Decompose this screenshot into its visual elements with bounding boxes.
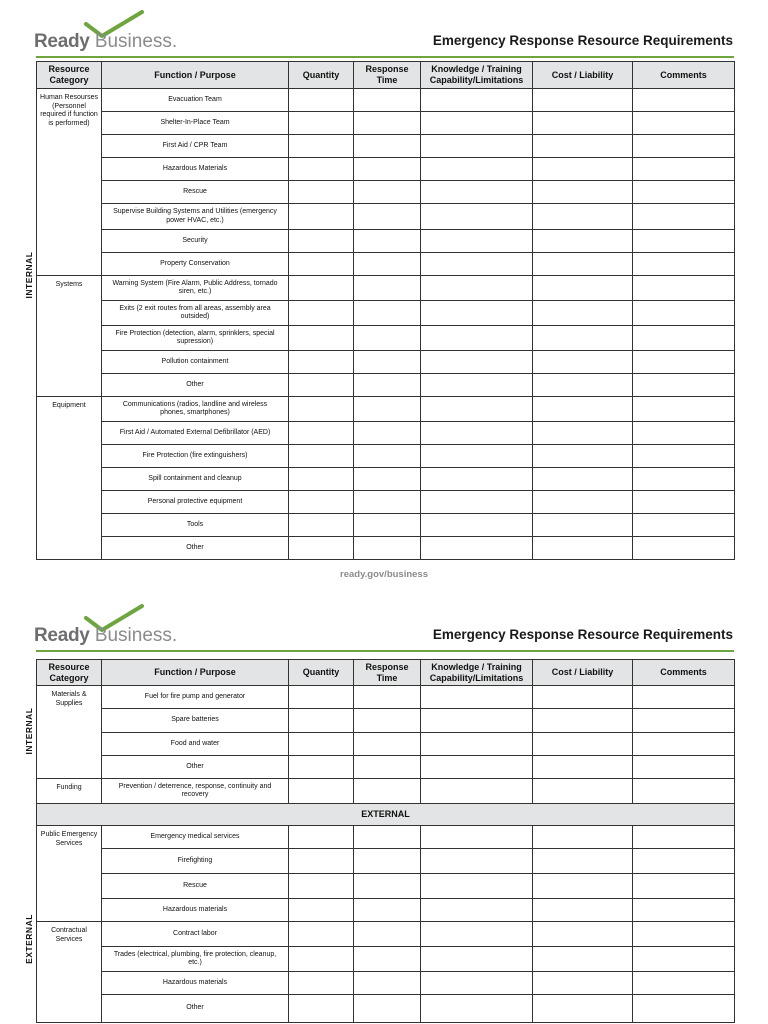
comments-cell[interactable] (633, 899, 735, 922)
comments-cell[interactable] (633, 826, 735, 849)
function-trades-electrical-plumbing-fire-protecti: Trades (electrical, plumbing, fire protection, cleanup, etc.) (102, 947, 289, 972)
cost-cell[interactable] (533, 276, 633, 301)
knowledge-cell[interactable] (421, 972, 533, 995)
response-time-cell[interactable] (354, 826, 421, 849)
function-food-and-water: Food and water (102, 733, 289, 756)
knowledge-cell[interactable] (421, 276, 533, 301)
table-row (37, 537, 735, 560)
table-row (37, 445, 735, 468)
function-shelter-in-place-team: Shelter-In-Place Team (102, 112, 289, 135)
logo-business-text: Business. (94, 625, 178, 646)
quantity-cell[interactable] (289, 491, 354, 514)
quantity-cell[interactable] (289, 537, 354, 560)
knowledge-cell[interactable] (421, 135, 533, 158)
table-row (37, 397, 735, 422)
response-time-cell[interactable] (354, 779, 421, 804)
knowledge-cell[interactable] (421, 89, 533, 112)
table-row (37, 756, 735, 779)
comments-cell[interactable] (633, 537, 735, 560)
cost-cell[interactable] (533, 874, 633, 899)
quantity-cell[interactable] (289, 204, 354, 230)
knowledge-cell[interactable] (421, 374, 533, 397)
table-row (37, 922, 735, 947)
comments-cell[interactable] (633, 514, 735, 537)
cost-cell[interactable] (533, 947, 633, 972)
function-communications-radios-landline-and-wirel: Communications (radios, landline and wireless phones, smartphones) (102, 397, 289, 422)
knowledge-cell[interactable] (421, 326, 533, 351)
table-row (37, 276, 735, 301)
comments-cell[interactable] (633, 733, 735, 756)
function-rescue: Rescue (102, 181, 289, 204)
col-header-comments: Comments (633, 660, 735, 686)
cost-cell[interactable] (533, 230, 633, 253)
quantity-cell[interactable] (289, 351, 354, 374)
section-label-external: EXTERNAL (37, 804, 735, 826)
quantity-cell[interactable] (289, 422, 354, 445)
function-hazardous-materials: Hazardous Materials (102, 158, 289, 181)
knowledge-cell[interactable] (421, 230, 533, 253)
response-time-cell[interactable] (354, 204, 421, 230)
comments-cell[interactable] (633, 301, 735, 326)
comments-cell[interactable] (633, 779, 735, 804)
function-first-aid-cpr-team: First Aid / CPR Team (102, 135, 289, 158)
table-row (37, 158, 735, 181)
col-header-comments: Comments (633, 62, 735, 89)
cost-cell[interactable] (533, 537, 633, 560)
side-label-external: EXTERNAL (24, 914, 34, 964)
comments-cell[interactable] (633, 686, 735, 709)
quantity-cell[interactable] (289, 899, 354, 922)
resource-table-internal (36, 61, 735, 560)
table-row (37, 181, 735, 204)
ready-business-logo (34, 604, 234, 650)
table-header-row (37, 62, 735, 89)
comments-cell[interactable] (633, 135, 735, 158)
table-row (37, 301, 735, 326)
knowledge-cell[interactable] (421, 253, 533, 276)
cost-cell[interactable] (533, 204, 633, 230)
resource-category-public-emergency-services: Public Emergency Services (37, 826, 102, 922)
comments-cell[interactable] (633, 709, 735, 733)
cost-cell[interactable] (533, 756, 633, 779)
comments-cell[interactable] (633, 972, 735, 995)
quantity-cell[interactable] (289, 733, 354, 756)
response-time-cell[interactable] (354, 756, 421, 779)
quantity-cell[interactable] (289, 445, 354, 468)
knowledge-cell[interactable] (421, 301, 533, 326)
quantity-cell[interactable] (289, 181, 354, 204)
cost-cell[interactable] (533, 422, 633, 445)
cost-cell[interactable] (533, 514, 633, 537)
quantity-cell[interactable] (289, 947, 354, 972)
quantity-cell[interactable] (289, 468, 354, 491)
comments-cell[interactable] (633, 445, 735, 468)
knowledge-cell[interactable] (421, 181, 533, 204)
quantity-cell[interactable] (289, 849, 354, 874)
function-exits-2-exit-routes-from-all-areas-assem: Exits (2 exit routes from all areas, assembly area outsided) (102, 301, 289, 326)
page-header (0, 594, 768, 654)
quantity-cell[interactable] (289, 922, 354, 947)
knowledge-cell[interactable] (421, 922, 533, 947)
knowledge-cell[interactable] (421, 514, 533, 537)
resource-table-continued (36, 659, 735, 1023)
comments-cell[interactable] (633, 230, 735, 253)
cost-cell[interactable] (533, 491, 633, 514)
function-pollution-containment: Pollution containment (102, 351, 289, 374)
table-row (37, 491, 735, 514)
cost-cell[interactable] (533, 922, 633, 947)
quantity-cell[interactable] (289, 756, 354, 779)
function-emergency-medical-services: Emergency medical services (102, 826, 289, 849)
col-header-resource-category: Resource Category (37, 660, 102, 686)
table-header-row (37, 660, 735, 686)
comments-cell[interactable] (633, 995, 735, 1023)
knowledge-cell[interactable] (421, 537, 533, 560)
quantity-cell[interactable] (289, 135, 354, 158)
quantity-cell[interactable] (289, 253, 354, 276)
response-time-cell[interactable] (354, 230, 421, 253)
response-time-cell[interactable] (354, 326, 421, 351)
resource-category-systems: Systems (37, 276, 102, 397)
cost-cell[interactable] (533, 709, 633, 733)
table-row (37, 253, 735, 276)
response-time-cell[interactable] (354, 445, 421, 468)
col-header-resource-category: Resource Category (37, 62, 102, 89)
comments-cell[interactable] (633, 422, 735, 445)
table-row (37, 733, 735, 756)
response-time-cell[interactable] (354, 422, 421, 445)
cost-cell[interactable] (533, 158, 633, 181)
knowledge-cell[interactable] (421, 733, 533, 756)
function-tools: Tools (102, 514, 289, 537)
cost-cell[interactable] (533, 445, 633, 468)
knowledge-cell[interactable] (421, 874, 533, 899)
table-row (37, 374, 735, 397)
function-property-conservation: Property Conservation (102, 253, 289, 276)
table-row (37, 947, 735, 972)
knowledge-cell[interactable] (421, 445, 533, 468)
table-row (37, 514, 735, 537)
table-row (37, 204, 735, 230)
cost-cell[interactable] (533, 972, 633, 995)
quantity-cell[interactable] (289, 89, 354, 112)
resource-category-contractual-services: Contractual Services (37, 922, 102, 1023)
cost-cell[interactable] (533, 733, 633, 756)
knowledge-cell[interactable] (421, 709, 533, 733)
quantity-cell[interactable] (289, 230, 354, 253)
cost-cell[interactable] (533, 779, 633, 804)
quantity-cell[interactable] (289, 972, 354, 995)
function-other: Other (102, 374, 289, 397)
comments-cell[interactable] (633, 874, 735, 899)
cost-cell[interactable] (533, 849, 633, 874)
resource-category-funding: Funding (37, 779, 102, 804)
response-time-cell[interactable] (354, 135, 421, 158)
knowledge-cell[interactable] (421, 422, 533, 445)
response-time-cell[interactable] (354, 922, 421, 947)
table-row (37, 351, 735, 374)
comments-cell[interactable] (633, 947, 735, 972)
quantity-cell[interactable] (289, 326, 354, 351)
table-row (37, 874, 735, 899)
cost-cell[interactable] (533, 468, 633, 491)
response-time-cell[interactable] (354, 947, 421, 972)
function-hazardous-materials: Hazardous materials (102, 972, 289, 995)
comments-cell[interactable] (633, 326, 735, 351)
knowledge-cell[interactable] (421, 995, 533, 1023)
response-time-cell[interactable] (354, 874, 421, 899)
logo-business-text: Business. (94, 31, 178, 52)
table-row (37, 849, 735, 874)
function-other: Other (102, 756, 289, 779)
knowledge-cell[interactable] (421, 112, 533, 135)
table-row (37, 899, 735, 922)
response-time-cell[interactable] (354, 89, 421, 112)
quantity-cell[interactable] (289, 514, 354, 537)
table-row (37, 995, 735, 1023)
col-header-response-time: Response Time (354, 660, 421, 686)
side-label-internal: INTERNAL (24, 251, 34, 299)
response-time-cell[interactable] (354, 899, 421, 922)
comments-cell[interactable] (633, 158, 735, 181)
logo-ready-text: Ready (34, 31, 90, 52)
response-time-cell[interactable] (354, 849, 421, 874)
response-time-cell[interactable] (354, 468, 421, 491)
comments-cell[interactable] (633, 112, 735, 135)
function-fuel-for-fire-pump-and-generator: Fuel for fire pump and generator (102, 686, 289, 709)
col-header-response-time: Response Time (354, 62, 421, 89)
quantity-cell[interactable] (289, 301, 354, 326)
cost-cell[interactable] (533, 135, 633, 158)
comments-cell[interactable] (633, 181, 735, 204)
quantity-cell[interactable] (289, 995, 354, 1023)
comments-cell[interactable] (633, 89, 735, 112)
function-other: Other (102, 995, 289, 1023)
quantity-cell[interactable] (289, 709, 354, 733)
response-time-cell[interactable] (354, 301, 421, 326)
table-row (37, 468, 735, 491)
cost-cell[interactable] (533, 826, 633, 849)
col-header-quantity: Quantity (289, 660, 354, 686)
knowledge-cell[interactable] (421, 158, 533, 181)
response-time-cell[interactable] (354, 112, 421, 135)
response-time-cell[interactable] (354, 514, 421, 537)
cost-cell[interactable] (533, 686, 633, 709)
response-time-cell[interactable] (354, 491, 421, 514)
quantity-cell[interactable] (289, 112, 354, 135)
function-supervise-building-systems-and-utilities: Supervise Building Systems and Utilities (emergency power HVAC, etc.) (102, 204, 289, 230)
knowledge-cell[interactable] (421, 397, 533, 422)
comments-cell[interactable] (633, 922, 735, 947)
function-prevention-deterrence-response-continuit: Prevention / deterrence, response, continuity and recovery (102, 779, 289, 804)
function-fire-protection-fire-extinguishers: Fire Protection (fire extinguishers) (102, 445, 289, 468)
response-time-cell[interactable] (354, 253, 421, 276)
knowledge-cell[interactable] (421, 491, 533, 514)
comments-cell[interactable] (633, 276, 735, 301)
response-time-cell[interactable] (354, 276, 421, 301)
response-time-cell[interactable] (354, 374, 421, 397)
function-evacuation-team: Evacuation Team (102, 89, 289, 112)
function-firefighting: Firefighting (102, 849, 289, 874)
cost-cell[interactable] (533, 89, 633, 112)
quantity-cell[interactable] (289, 874, 354, 899)
function-personal-protective-equipment: Personal protective equipment (102, 491, 289, 514)
table-row (37, 422, 735, 445)
cost-cell[interactable] (533, 181, 633, 204)
col-header-knowledge-training: Knowledge / Training Capability/Limitations (421, 62, 533, 89)
table-row (37, 709, 735, 733)
function-hazardous-materials: Hazardous materials (102, 899, 289, 922)
quantity-cell[interactable] (289, 374, 354, 397)
section-row-external (37, 804, 735, 826)
cost-cell[interactable] (533, 326, 633, 351)
table-row (37, 135, 735, 158)
comments-cell[interactable] (633, 204, 735, 230)
cost-cell[interactable] (533, 374, 633, 397)
page-2 (0, 594, 768, 1024)
function-first-aid-automated-external-defibrillat: First Aid / Automated External Defibrillator (AED) (102, 422, 289, 445)
response-time-cell[interactable] (354, 995, 421, 1023)
response-time-cell[interactable] (354, 537, 421, 560)
logo-ready-text: Ready (34, 625, 90, 646)
knowledge-cell[interactable] (421, 686, 533, 709)
function-security: Security (102, 230, 289, 253)
comments-cell[interactable] (633, 397, 735, 422)
knowledge-cell[interactable] (421, 899, 533, 922)
cost-cell[interactable] (533, 112, 633, 135)
function-warning-system-fire-alarm-public-address: Warning System (Fire Alarm, Public Address, tornado siren, etc.) (102, 276, 289, 301)
response-time-cell[interactable] (354, 686, 421, 709)
cost-cell[interactable] (533, 995, 633, 1023)
table-row (37, 230, 735, 253)
response-time-cell[interactable] (354, 972, 421, 995)
quantity-cell[interactable] (289, 276, 354, 301)
col-header-cost-liability: Cost / Liability (533, 660, 633, 686)
cost-cell[interactable] (533, 397, 633, 422)
table-row (37, 686, 735, 709)
col-header-function-purpose: Function / Purpose (102, 660, 289, 686)
footer-url: ready.gov/business (340, 569, 428, 580)
ready-business-logo (34, 10, 234, 56)
comments-cell[interactable] (633, 374, 735, 397)
resource-category-human-resourses-personnel-required-if-fu: Human Resourses (Personnel required if function is performed) (37, 89, 102, 276)
page-header (0, 0, 768, 60)
col-header-knowledge-training: Knowledge / Training Capability/Limitations (421, 660, 533, 686)
cost-cell[interactable] (533, 301, 633, 326)
quantity-cell[interactable] (289, 826, 354, 849)
table-row (37, 326, 735, 351)
knowledge-cell[interactable] (421, 468, 533, 491)
quantity-cell[interactable] (289, 686, 354, 709)
knowledge-cell[interactable] (421, 779, 533, 804)
side-label-internal: INTERNAL (24, 707, 34, 755)
function-fire-protection-detection-alarm-sprinkle: Fire Protection (detection, alarm, sprinklers, special supression) (102, 326, 289, 351)
response-time-cell[interactable] (354, 181, 421, 204)
comments-cell[interactable] (633, 253, 735, 276)
knowledge-cell[interactable] (421, 947, 533, 972)
knowledge-cell[interactable] (421, 204, 533, 230)
response-time-cell[interactable] (354, 733, 421, 756)
knowledge-cell[interactable] (421, 351, 533, 374)
document-title: Emergency Response Resource Requirements (432, 627, 733, 642)
cost-cell[interactable] (533, 351, 633, 374)
response-time-cell[interactable] (354, 351, 421, 374)
function-rescue: Rescue (102, 874, 289, 899)
response-time-cell[interactable] (354, 709, 421, 733)
resource-category-equipment: Equipment (37, 397, 102, 560)
header-rule (36, 56, 734, 58)
col-header-quantity: Quantity (289, 62, 354, 89)
document-title: Emergency Response Resource Requirements (432, 33, 733, 48)
knowledge-cell[interactable] (421, 756, 533, 779)
quantity-cell[interactable] (289, 397, 354, 422)
knowledge-cell[interactable] (421, 826, 533, 849)
function-spill-containment-and-cleanup: Spill containment and cleanup (102, 468, 289, 491)
table-row (37, 89, 735, 112)
comments-cell[interactable] (633, 491, 735, 514)
comments-cell[interactable] (633, 351, 735, 374)
function-other: Other (102, 537, 289, 560)
function-contract-labor: Contract labor (102, 922, 289, 947)
quantity-cell[interactable] (289, 779, 354, 804)
table-row (37, 972, 735, 995)
response-time-cell[interactable] (354, 397, 421, 422)
comments-cell[interactable] (633, 849, 735, 874)
table-row (37, 826, 735, 849)
col-header-function-purpose: Function / Purpose (102, 62, 289, 89)
resource-category-materials-supplies: Materials & Supplies (37, 686, 102, 779)
knowledge-cell[interactable] (421, 849, 533, 874)
function-spare-batteries: Spare batteries (102, 709, 289, 733)
table-row (37, 779, 735, 804)
cost-cell[interactable] (533, 899, 633, 922)
quantity-cell[interactable] (289, 158, 354, 181)
comments-cell[interactable] (633, 468, 735, 491)
response-time-cell[interactable] (354, 158, 421, 181)
comments-cell[interactable] (633, 756, 735, 779)
table-row (37, 112, 735, 135)
header-rule (36, 650, 734, 652)
col-header-cost-liability: Cost / Liability (533, 62, 633, 89)
cost-cell[interactable] (533, 253, 633, 276)
